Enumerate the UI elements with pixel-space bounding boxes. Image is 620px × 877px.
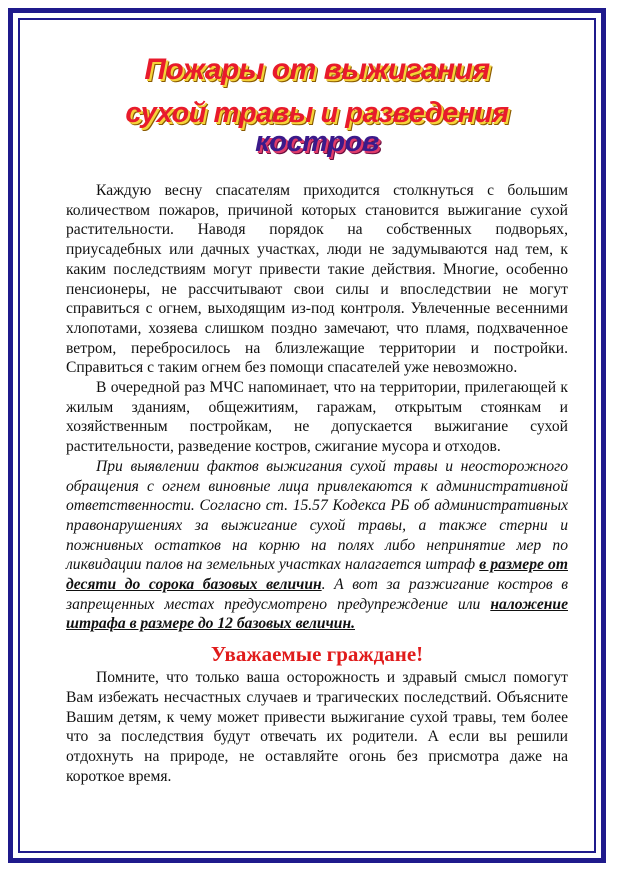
title-line-2-part-1: сухой травы и разведения [125, 97, 509, 129]
fine-range-highlight: в размере от десяти до сорока базовых величин [66, 556, 568, 594]
title-line-2 [66, 99, 568, 157]
paragraph-spring-fires: Каждую весну спасателям приходится столкнуться с большим количеством пожаров, причиной которых становится выжигание сухой растительности. Наводя порядок на собственных подворьях, приусадебных или дачных участках, люди не задумываются над тем, к каким последствиям могут привести такие действия. Многие, особенно пенсионеры, не рассчитывают свои силы и впоследствии не могут справиться с огнем, выходящим из-под контроля. Увлеченные весенними хлопотами, хозяева слишком поздно замечают, что пламя, подхваченное ветром, перебросилось на близлежащие территории и постройки. Справиться с таким огнем без помощи спасателей уже невозможно. [66, 182, 568, 377]
paragraph-closing-advice: Помните, что только ваша осторожность и здравый смысл помогут Вам избежать несчастных случаев и трагических последствий. Объясните Вашим детям, к чему может привести выжигание сухой травы, тем более что за последствия будут отвечать их родители. А если вы решили отдохнуть на природе, не оставляйте огонь без присмотра даже на короткое время. [66, 669, 568, 785]
liability-text-c: . А вот за разжигание костров в запрещенных местах предусмотрено предупреждение или [66, 576, 568, 613]
appeal-heading: Уважаемые граждане! [210, 642, 424, 667]
title-line-2-part-2: костров [255, 126, 379, 158]
paragraph-liability [66, 457, 568, 634]
document-body [66, 55, 568, 786]
liability-text-a: При выявлении фактов выжигания сухой травы и неосторожного обращения с огнем виновные лица привлекаются к административной ответственности. Согласно ст. 15.57 Кодекса РБ об административных правонарушениях за выжигание сухой травы, а также стерни и пожнивных остатков на корню на полях либо непринятие мер по ликвидации палов на земельных участках налагается штраф [66, 457, 568, 574]
title-line-1: Пожары от выжигания [144, 53, 490, 86]
paragraph-mchs-reminder: В очередной раз МЧС напоминает, что на территории, прилегающей к жилым зданиям, общежитиям, гаражам, открытым стоянкам и хозяйственным постройкам, не допускается выжигание сухой растительности, разведение костров, сжигание мусора и отходов. [66, 379, 568, 456]
fine-limit-highlight: наложение штрафа в размере до 12 базовых величин. [66, 595, 568, 633]
